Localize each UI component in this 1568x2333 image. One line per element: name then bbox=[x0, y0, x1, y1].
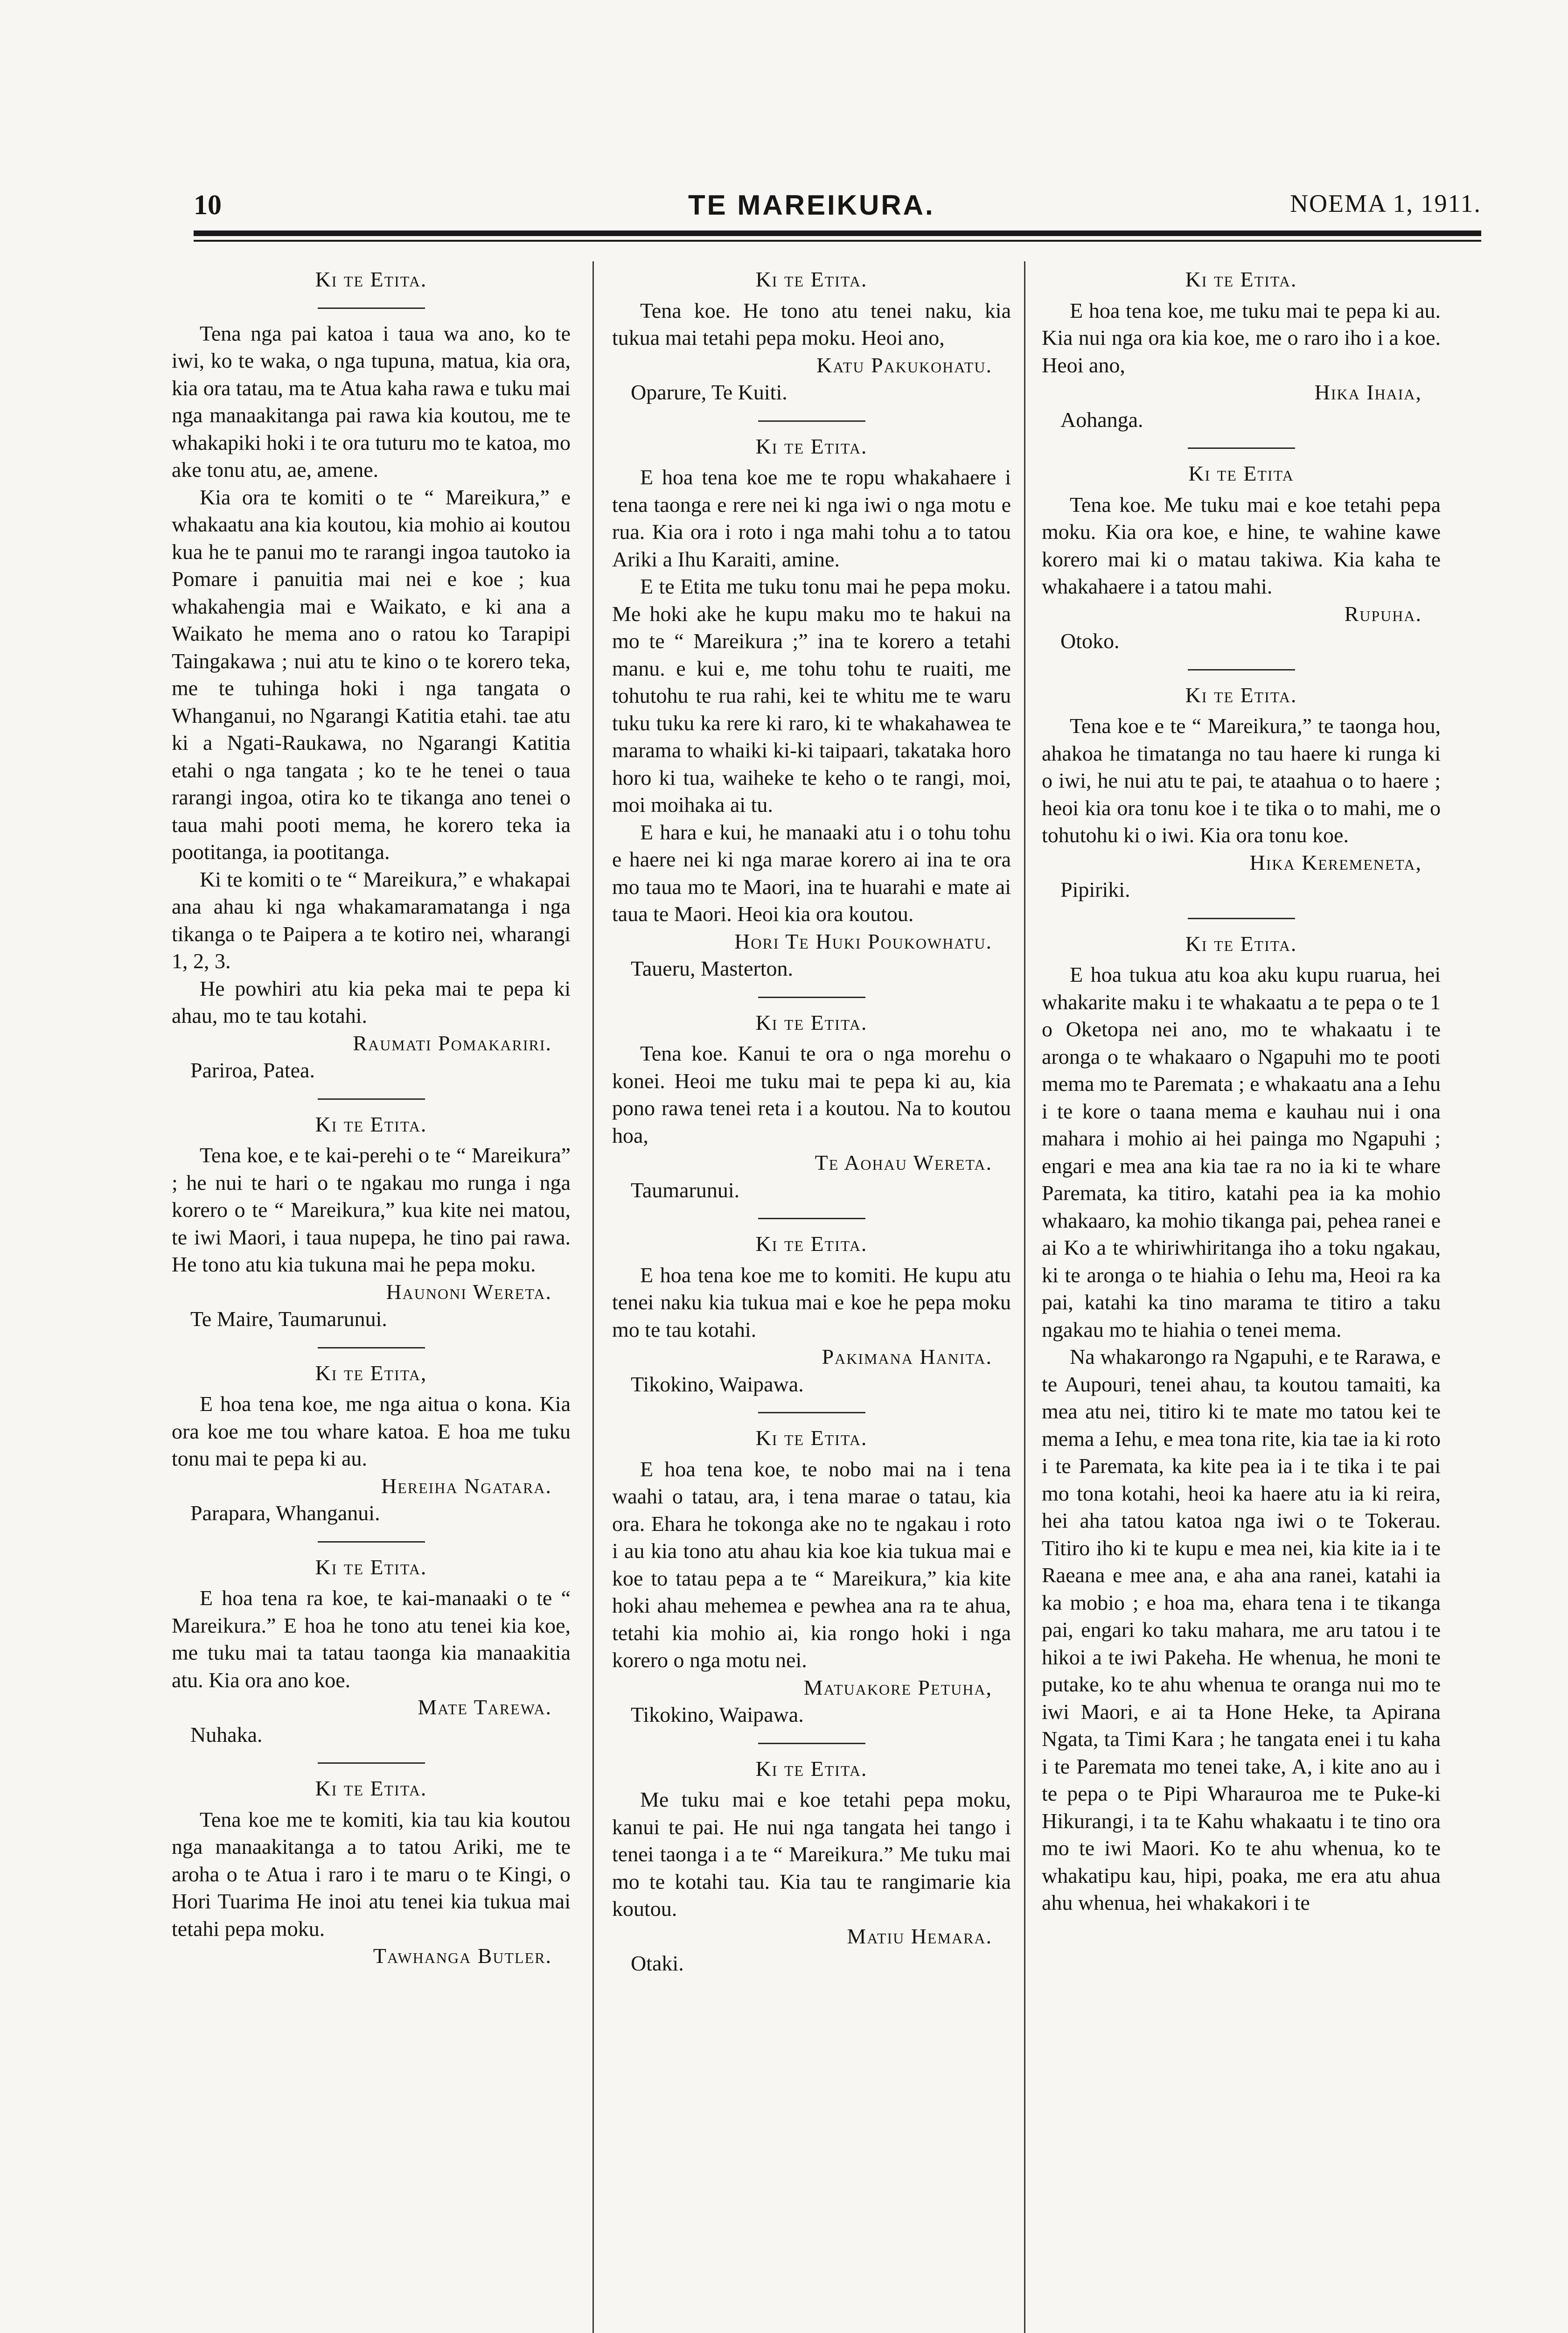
page-number: 10 bbox=[194, 189, 222, 220]
letter-separator bbox=[758, 997, 865, 998]
letter-heading: Ki te Etita. bbox=[315, 267, 427, 291]
letter-paragraph: Tena koe. He tono atu tenei naku, kia tukua mai tetahi pepa moku. Heoi ano, bbox=[612, 298, 1011, 349]
letter-paragraph: Ki te komiti o te “ Mareikura,” e whakapai ana ahau ki nga whakamaramatanga i nga tikanga o te Paipera a te kotiro nei, wharangi 1, 2, 3. bbox=[172, 867, 571, 973]
column-2 bbox=[612, 261, 1011, 1977]
letter-paragraph: E hoa tena koe, te nobo mai na i tena waahi o tatau, ara, i tena marae o tatau, kia ora. Ehara he tokonga ake no te ngakau i roto i au kia tono atu ahau kia koe kia tukua mai e koe to tatau pepa a te “ Mareikura,” kia kite hoki ahau mehemea e pewhea ana ra te ahua, tetahi kia mohio ai, kia rongo hoki i nga korero o nga motu nei. bbox=[612, 1457, 1011, 1672]
letter-signature: Katu Pakukohatu. bbox=[816, 353, 992, 377]
letter-signature: Matiu Hemara. bbox=[847, 1924, 992, 1948]
letter-paragraph: E hoa tena koe, me tuku mai te pepa ki au. Kia nui nga ora kia koe, me o raro iho i a koe. Heoi ano, bbox=[1042, 298, 1441, 377]
header-rule-thick bbox=[194, 231, 1481, 236]
header-rule-thin bbox=[194, 240, 1481, 242]
letter-separator bbox=[758, 420, 865, 422]
letter-paragraph: E hoa tena koe me to komiti. He kupu atu tenei naku kia tukua mai e koe he pepa moku mo te tau kotahi. bbox=[612, 1263, 1011, 1341]
letter-heading: Ki te Etita. bbox=[755, 1756, 868, 1781]
newspaper-title: TE MAREIKURA. bbox=[688, 189, 935, 221]
letter-paragraph: E te Etita me tuku tonu mai he pepa moku. Me hoki ake he kupu maku mo te hakui na mo te “ Mareikura ;” ina te korero a tetahi manu. e kui e, me tohu tohu te ruaiti, me tohutohu te rua rahi, kei te whitu me te waru tuku tuku ka rere ki raro, ki te whakahawea te marama to whaiki ki-ki taipaari, takataka horo horo ki tua, waiheke te keho o te rangi, moi, moi moihaka ai tu. bbox=[612, 574, 1011, 817]
letter-signature: Hori Te Huki Poukowhatu. bbox=[734, 929, 992, 953]
letter-place: Pipiriki. bbox=[1060, 878, 1130, 901]
letter-paragraph: E hoa tukua atu koa aku kupu ruarua, hei whakarite maku i te whakaatu a te pepa o te 1 o Oketopa nei ano, mo te whakaatu i te aronga o te whakaaro o Ngapuhi mo te pooti mema mo te Paremata ; e whakaatu ana a Iehu i te kore o taana mema e kauhau nui i ona mahara i mohio ai hei painga mo Ngapuhi ; engari e mea ana kia tae ra no ia ki te whare Paremata, ka titiro, katahi pea ia ka mohio whakaaro, ka mohio tikanga pai, pehea ranei e ai Ko a te whiriwhiritanga iho a toku ngakau, ki te aronga o te hiahia o Iehu ma, Heoi ra ka pai, katahi ka tino marama te titiro a taku ngakau mo te hiahia o tenei mema. bbox=[1042, 963, 1441, 1341]
letter-signature: Haunoni Wereta. bbox=[386, 1279, 552, 1304]
letter-paragraph: E hara e kui, he manaaki atu i o tohu tohu e haere nei ki nga marae korero ai ina te ora mo taua mo te Maori, ina te huarahi e mate ai taua te Maori. Heoi kia ora koutou. bbox=[612, 820, 1011, 926]
column-divider bbox=[1024, 261, 1025, 2333]
letter-place: Tikokino, Waipawa. bbox=[631, 1372, 804, 1396]
letter-paragraph: Na whakarongo ra Ngapuhi, e te Rarawa, e te Aupouri, tenei ahau, ta koutou tamaiti, ka mea atu nei, titiro ki te mate mo tatou kei te mema a Iehu, e mea tona rite, kia tae ia ki roto i te Paremata, ka kite pea ia i te tika i te pai mo tona kotahi, heoi ka haere atu ia ki reira, hei aha tatou katoa nga iwi o te Tokerau. Titiro iho ki te kupu e mea nei, kia kite ia i te Raeana e mee ana, e aha ana ranei, katahi ia ka mobio ; e hoa ma, ehara tena i te tikanga pai, engari ko taku mahara, me aru tatou i te hikoi a te iwi Pakeha. He whenua, he moni te putake, ko te ahu whenua te oranga nui mo te iwi Maori, e ai ta Hone Heke, ta Apirana Ngata, ta Timi Kara ; he tangata enei i tu kaha i te Paremata mo tenei take, A, i kite ano au i te pepa o te Pipi Wharauroa me te Puke-ki Hikurangi, i ta te Kahu whakaatu i te tino ora mo te iwi Maori. Ko te ahu whenua, ko te whakatipu kau, hipi, poaka, me era atu ahua ahu whenua, hei whakakori i te bbox=[1042, 1345, 1441, 1914]
letter-heading: Ki te Etita. bbox=[1185, 931, 1297, 956]
letter-paragraph: Tena koe e te “ Mareikura,” te taonga hou, ahakoa he timatanga no tau haere ki runga ki o iwi, he nui atu te pai, te ataahua o to haere ; heoi kia ora tonu koe i te tika o to mahi, me o tohutohu ki o iwi. Kia ora tonu koe. bbox=[1042, 714, 1441, 847]
issue-date: NOEMA 1, 1911. bbox=[1289, 189, 1481, 217]
letter-signature: Raumati Pomakariri. bbox=[353, 1031, 552, 1055]
letter-paragraph: E hoa tena koe me te ropu whakahaere i tena taonga e rere nei ki nga iwi o nga motu e rua. Kia ora i roto i nga mahi tohu a to tatou Ariki a Ihu Karaiti, amine. bbox=[612, 465, 1011, 571]
letter-separator bbox=[1188, 447, 1295, 449]
letter-paragraph: He powhiri atu kia peka mai te pepa ki ahau, mo te tau kotahi. bbox=[172, 976, 571, 1027]
letter-paragraph: Tena koe. Kanui te ora o nga morehu o konei. Heoi me tuku mai te pepa ki au, kia pono rawa tenei reta i a koutou. Na to koutou hoa, bbox=[612, 1041, 1011, 1147]
letter-place: Taueru, Masterton. bbox=[631, 957, 794, 980]
letter-separator bbox=[758, 1412, 865, 1413]
letter-place: Nuhaka. bbox=[190, 1722, 263, 1746]
letter-heading: Ki te Etita. bbox=[1185, 267, 1297, 291]
letter-heading: Ki te Etita. bbox=[755, 267, 868, 291]
letter-separator bbox=[758, 1218, 865, 1219]
letter-place: Oparure, Te Kuiti. bbox=[631, 380, 787, 404]
letter-heading: Ki te Etita. bbox=[755, 1010, 868, 1034]
letter-signature: Rupuha. bbox=[1344, 601, 1422, 626]
letter-separator bbox=[1188, 669, 1295, 671]
letter-paragraph: E hoa tena ra koe, te kai-manaaki o te “ Mareikura.” E hoa he tono atu tenei kia koe, me tuku mai ta tatau taonga kia manaakitia atu. Kia ora ano koe. bbox=[172, 1586, 571, 1692]
letter-paragraph: Tena koe. Me tuku mai e koe tetahi pepa moku. Kia ora koe, e hine, te wahine kawe korero mai ki o matau takiwa. Kia kaha te whakahaere i a tatou mahi. bbox=[1042, 492, 1441, 598]
letter-place: Pariroa, Patea. bbox=[190, 1058, 315, 1082]
letter-signature: Hika Ihaia, bbox=[1314, 380, 1422, 404]
letter-signature: Hereiha Ngatara. bbox=[381, 1474, 552, 1498]
letter-paragraph: E hoa tena koe, me nga aitua o kona. Kia ora koe me tou whare katoa. E hoa me tuku tonu mai te pepa ki au. bbox=[172, 1392, 571, 1470]
page-header bbox=[194, 189, 1481, 231]
column-divider bbox=[592, 261, 594, 2333]
letter-place: Te Maire, Taumarunui. bbox=[190, 1307, 387, 1331]
letter-place: Tikokino, Waipawa. bbox=[631, 1703, 804, 1726]
letter-place: Otaki. bbox=[631, 1951, 684, 1975]
letter-heading: Ki te Etita. bbox=[1185, 683, 1297, 707]
letter-signature: Tawhanga Butler. bbox=[373, 1944, 552, 1968]
letter-paragraph: Tena koe me te komiti, kia tau kia koutou nga manaakitanga a to tatou Ariki, me te aroha o te Atua i raro i te maru o te Kingi, o Hori Tuarima He inoi atu tenei kia tukua mai tetahi pepa moku. bbox=[172, 1807, 571, 1941]
letter-place: Aohanga. bbox=[1060, 407, 1143, 432]
letter-heading: Ki te Etita. bbox=[315, 1112, 427, 1136]
letter-heading: Ki te Etita. bbox=[755, 434, 868, 458]
letter-separator bbox=[758, 1743, 865, 1744]
letter-heading: Ki te Etita bbox=[1188, 461, 1294, 485]
letter-heading: Ki te Etita. bbox=[315, 1776, 427, 1800]
letter-separator bbox=[318, 307, 425, 309]
letter-heading: Ki te Etita. bbox=[755, 1232, 868, 1256]
letter-place: Parapara, Whanganui. bbox=[190, 1501, 380, 1525]
letter-signature: Mate Tarewa. bbox=[418, 1695, 552, 1719]
letter-heading: Ki te Etita. bbox=[755, 1426, 868, 1450]
letter-signature: Te Aohau Wereta. bbox=[815, 1151, 992, 1174]
letter-paragraph: Tena nga pai katoa i taua wa ano, ko te iwi, ko te waka, o nga tupuna, matua, kia ora, kia ora tatau, ma te Atua kaha rawa e tuku mai nga manaakitanga pai rawa kia koutou, me te whakapiki hoki i te ora tuturu mo te katoa, mo ake tonu atu, ae, amene. bbox=[172, 321, 571, 482]
letter-paragraph: Me tuku mai e koe tetahi pepa moku, kanui te pai. He nui nga tangata hei tango i tenei taonga i a te “ Mareikura.” Me tuku mai mo te kotahi tau. Kia tau te rangimarie kia koutou. bbox=[612, 1788, 1011, 1921]
letter-heading: Ki te Etita, bbox=[315, 1361, 427, 1385]
letter-place: Otoko. bbox=[1060, 629, 1120, 653]
letter-separator bbox=[318, 1098, 425, 1100]
letter-separator bbox=[318, 1347, 425, 1348]
letter-separator bbox=[1188, 918, 1295, 919]
letter-paragraph: Kia ora te komiti o te “ Mareikura,” e whakaatu ana kia koutou, kia mohio ai koutou kua he te panui mo te rarangi ingoa tautoko ia Pomare i panuitia mai nei e koe ; kua whakahengia mai e Waikato, e ki ana a Waikato he mema ano o ratou ko Tarapipi Taingakawa ; nui atu te kino o te korero teka, me te tuhinga hoki i nga tangata o Whanganui, no Ngarangi Katitia etahi. tae atu ki a Ngati-Raukawa, no Ngarangi Katitia etahi o nga tangata ; ko te he tenei o taua rarangi ingoa, otira ko te tikanga ano tenei o taua mahi pooti mema, he korero teka ia pootitanga, ia pootitanga. bbox=[172, 485, 571, 864]
column-3 bbox=[1042, 261, 1441, 1917]
letter-heading: Ki te Etita. bbox=[315, 1555, 427, 1579]
letter-signature: Hika Keremeneta, bbox=[1249, 850, 1422, 874]
column-1 bbox=[172, 261, 571, 1970]
letter-separator bbox=[318, 1541, 425, 1543]
letter-separator bbox=[318, 1762, 425, 1764]
letter-paragraph: Tena koe, e te kai-perehi o te “ Mareikura” ; he nui te hari o te ngakau mo runga i nga korero o te “ Mareikura,” kua kite nei matou, te iwi Maori, i taua nupepa, he tino pai rawa. He tono atu kia tukuna mai he pepa moku. bbox=[172, 1143, 571, 1276]
letter-signature: Pakimana Hanita. bbox=[822, 1345, 992, 1369]
letter-signature: Matuakore Petuha, bbox=[803, 1675, 992, 1699]
letter-place: Taumarunui. bbox=[631, 1178, 740, 1202]
